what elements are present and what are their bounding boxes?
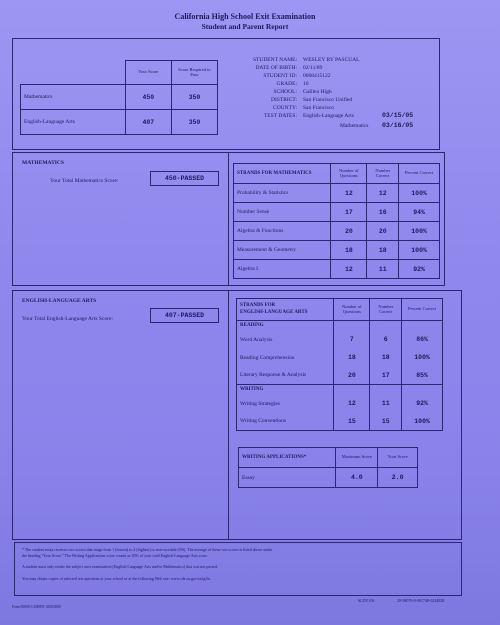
strand-percent: 92% <box>402 395 443 413</box>
strand-name: Writing Conventions <box>237 413 334 431</box>
ela-strands-table <box>236 298 443 431</box>
strand-correct: 12 <box>367 184 399 203</box>
ela-strands-heading <box>237 299 334 321</box>
ela-score-box: 407-PASSED <box>150 308 219 323</box>
value-student-id: 0068415122 <box>303 73 331 79</box>
footnote-2: the heading "Your Score." The Writing Applications score counts as 30% of your total English-Language Arts score. <box>22 553 209 558</box>
strand-correct: 11 <box>367 260 399 279</box>
math-strands-table <box>233 163 440 279</box>
table-row <box>234 184 440 203</box>
strand-correct: 20 <box>367 222 399 241</box>
strand-percent: 100% <box>399 241 440 260</box>
footnote-3: A student must only retake the subject area examination (English-Language Arts and/or Mathematics) that was not passed. <box>22 564 219 569</box>
strand-questions: 7 <box>334 331 370 349</box>
strand-percent: 100% <box>402 413 443 431</box>
strand-name: Probability & Statistics <box>234 184 331 203</box>
label-student-id: STUDENT ID: <box>263 73 297 79</box>
table-row <box>234 222 440 241</box>
strand-percent: 85% <box>402 367 443 385</box>
table-row <box>237 367 443 385</box>
strand-questions: 18 <box>331 241 367 260</box>
ela-score-label: Your Total English-Language Arts Score: <box>22 316 113 322</box>
summary-row-ela <box>21 110 218 135</box>
footer-form-code: Form 00000 CAHSEE 1000/2000 <box>12 605 61 609</box>
table-row <box>234 241 440 260</box>
your-score-value: 407 <box>125 110 171 135</box>
col-num-questions: Number of Questions <box>331 164 367 184</box>
strand-percent: 100% <box>399 222 440 241</box>
col-essay-your-score: Your Score <box>378 448 418 468</box>
ela-divider <box>228 290 229 540</box>
math-score-box: 450-PASSED <box>150 171 219 186</box>
footnote-4: You may obtain copies of selected test questions at your school or at the following Web site: www.cde.ca.gov/ta/tg/hs. <box>22 576 212 581</box>
col-percent-correct: Percent Correct <box>399 164 440 184</box>
table-row <box>234 203 440 222</box>
strand-correct: 15 <box>370 413 402 431</box>
ela-strands-heading-line2: ENGLISH-LANGUAGE ARTS <box>240 309 308 315</box>
strand-correct: 16 <box>367 203 399 222</box>
col-num-correct: Number Correct <box>370 299 402 321</box>
value-test-date-math: 03/16/05 <box>382 122 414 129</box>
footnote-1: * The student essay receives two scores that range from 1 (lowest) to 4 (highest) or non-scorable (NS). The average of these two scores is listed above under <box>22 547 273 552</box>
strand-percent: 100% <box>402 349 443 367</box>
footer-serial: 28-98076-0-001748-0234828 <box>397 598 445 603</box>
label-county: COUNTY: <box>273 105 297 111</box>
essay-max-score: 4.0 <box>336 468 378 488</box>
col-num-questions: Number of Questions <box>334 299 370 321</box>
label-student-name: STUDENT NAME: <box>252 57 297 63</box>
table-row <box>237 331 443 349</box>
strand-questions: 20 <box>334 367 370 385</box>
value-grade: 10 <box>303 81 309 87</box>
math-divider <box>228 152 229 286</box>
table-row <box>237 349 443 367</box>
subject-label: Mathematics <box>21 85 126 110</box>
ela-heading: ENGLISH-LANGUAGE ARTS <box>22 298 97 304</box>
col-your-score: Your Score <box>125 61 171 85</box>
value-district: San Francisco Unified <box>303 97 353 103</box>
label-school: SCHOOL: <box>273 89 297 95</box>
value-test-math-label: Mathematics <box>340 123 369 129</box>
strand-percent: 86% <box>402 331 443 349</box>
ela-strands-heading-line1: STRANDS FOR <box>240 303 276 308</box>
writing-applications-heading: WRITING APPLICATIONS* <box>239 448 336 468</box>
strand-questions: 12 <box>334 395 370 413</box>
report-title: California High School Exit Examination <box>174 12 316 21</box>
strand-percent: 94% <box>399 203 440 222</box>
col-max-score: Maximum Score <box>336 448 378 468</box>
strand-name: Number Sense <box>234 203 331 222</box>
value-dob: 02/11/89 <box>303 65 323 71</box>
strand-questions: 12 <box>331 184 367 203</box>
reading-heading: READING <box>237 321 334 331</box>
strand-questions: 15 <box>334 413 370 431</box>
strand-name: Word Analysis <box>237 331 334 349</box>
required-score-value: 350 <box>171 110 217 135</box>
summary-row-math <box>21 85 218 110</box>
strand-correct: 18 <box>370 349 402 367</box>
strand-name: Algebra & Functions <box>234 222 331 241</box>
math-score-label: Your Total Mathematics Score: <box>50 178 119 184</box>
table-row <box>239 468 418 488</box>
strand-name: Algebra I <box>234 260 331 279</box>
strand-name: Writing Strategies <box>237 395 334 413</box>
label-district: DISTRICT: <box>270 97 297 103</box>
strand-name: Reading Comprehension <box>237 349 334 367</box>
table-row <box>237 413 443 431</box>
footer-doc-code: SLDY106 <box>358 598 375 603</box>
essay-label: Essay <box>239 468 336 488</box>
math-heading: MATHEMATICS <box>22 160 64 166</box>
value-county: San Francisco <box>303 105 335 111</box>
strand-percent: 92% <box>399 260 440 279</box>
strand-name: Literary Response & Analysis <box>237 367 334 385</box>
value-student-name: WESLEY RY PASCUAL <box>303 57 360 63</box>
col-required-score: Score Required to Pass <box>171 61 217 85</box>
strand-correct: 17 <box>370 367 402 385</box>
report-subtitle: Student and Parent Report <box>201 22 289 31</box>
strand-percent: 100% <box>399 184 440 203</box>
strand-questions: 17 <box>331 203 367 222</box>
value-school: Galileo High <box>303 89 332 95</box>
strand-correct: 18 <box>367 241 399 260</box>
table-row <box>234 260 440 279</box>
strand-correct: 11 <box>370 395 402 413</box>
value-test-ela-label: English-Language Arts <box>303 113 354 119</box>
table-row <box>237 395 443 413</box>
strand-questions: 20 <box>331 222 367 241</box>
strand-correct: 6 <box>370 331 402 349</box>
strand-questions: 12 <box>331 260 367 279</box>
col-percent-correct: Percent Correct <box>402 299 443 321</box>
col-num-correct: Number Correct <box>367 164 399 184</box>
essay-your-score: 2.0 <box>378 468 418 488</box>
writing-applications-table <box>238 447 418 488</box>
label-dob: DATE OF BIRTH: <box>255 65 297 71</box>
strand-name: Measurement & Geometry <box>234 241 331 260</box>
math-strands-heading: STRANDS FOR MATHEMATICS <box>234 164 331 184</box>
summary-score-table <box>20 60 218 135</box>
writing-heading: WRITING <box>237 385 334 395</box>
value-test-date-ela: 03/15/05 <box>382 112 414 119</box>
label-grade: GRADE: <box>276 81 297 87</box>
strand-questions: 18 <box>334 349 370 367</box>
required-score-value: 350 <box>171 85 217 110</box>
label-test-dates: TEST DATES: <box>263 113 297 119</box>
subject-label: English-Language Arts <box>21 110 126 135</box>
your-score-value: 450 <box>125 85 171 110</box>
